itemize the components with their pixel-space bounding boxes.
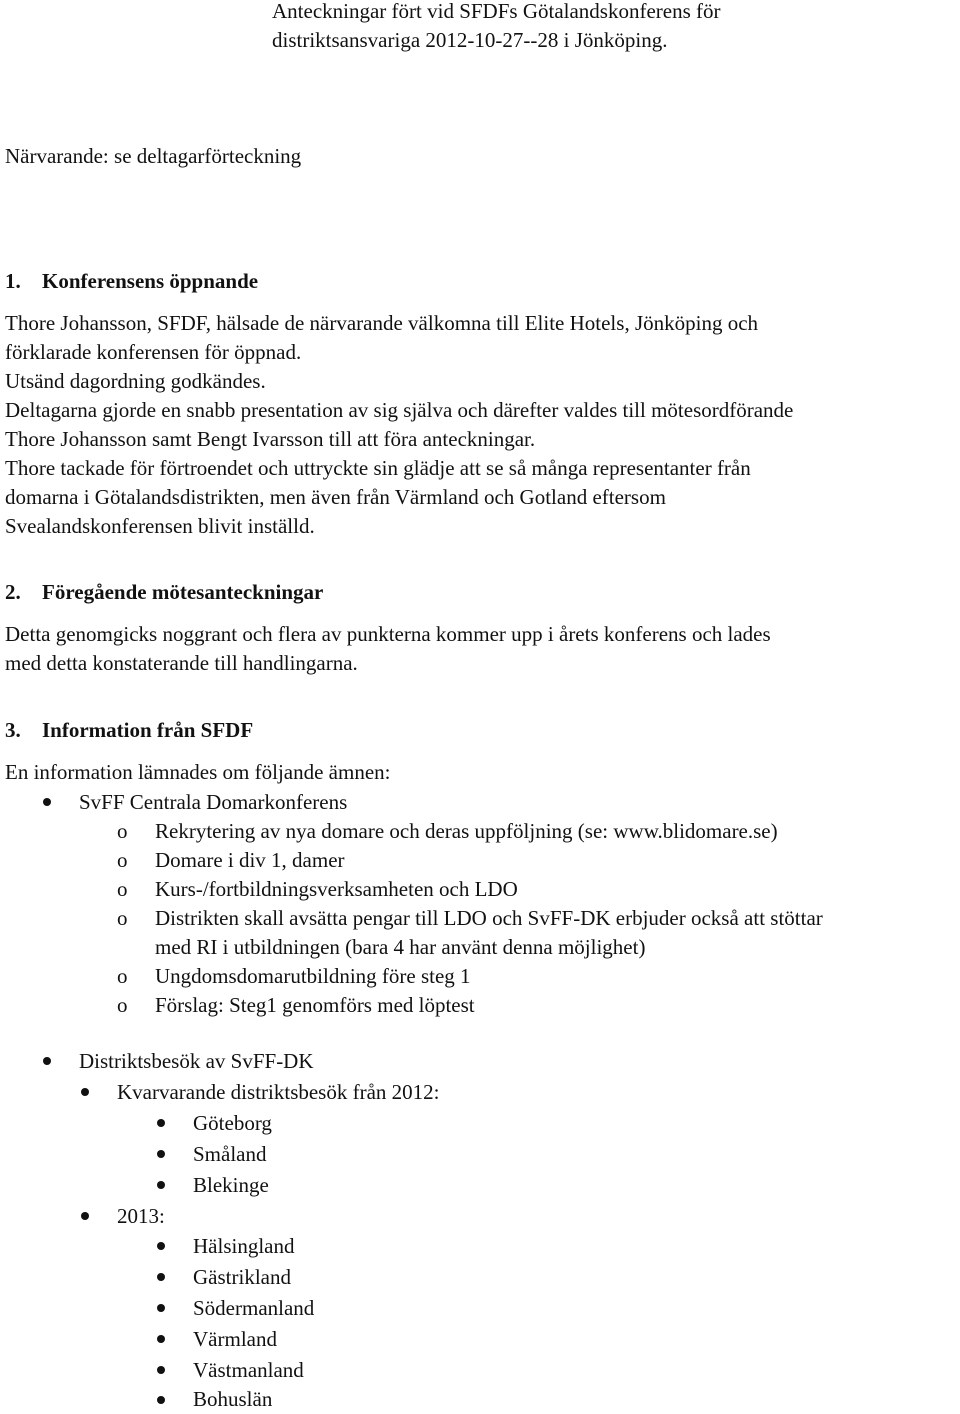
topic-1-subitem: Rekrytering av nya domare och deras uppföljning (se: www.blidomare.se) <box>155 819 778 843</box>
section-1-line: Utsänd dagordning godkändes. <box>5 369 266 393</box>
section-1-heading <box>5 267 258 296</box>
topic-2-label: Distriktsbesök av SvFF-DK <box>79 1049 314 1073</box>
bullet-icon <box>157 1119 165 1127</box>
district-item: Blekinge <box>193 1173 269 1197</box>
district-item: Bohuslän <box>193 1387 273 1411</box>
district-item: Göteborg <box>193 1111 272 1135</box>
bullet-icon <box>157 1396 165 1404</box>
section-1-line: förklarade konferensen för öppnad. <box>5 340 302 364</box>
section-2-title: Föregående mötesanteckningar <box>42 580 324 604</box>
section-1-number: 1. <box>5 269 21 293</box>
topic-1-subitem: Distrikten skall avsätta pengar till LDO och SvFF-DK erbjuder också att stöttar <box>155 906 823 930</box>
district-item: Värmland <box>193 1327 277 1351</box>
bullet-icon <box>157 1273 165 1281</box>
bullet-icon <box>157 1150 165 1158</box>
bullet-icon <box>157 1242 165 1250</box>
section-1-title: Konferensens öppnande <box>42 269 259 293</box>
bullet-icon <box>81 1212 89 1220</box>
year-label: 2013: <box>117 1204 165 1228</box>
topic-1-subitem: Ungdomsdomarutbildning före steg 1 <box>155 964 471 988</box>
bullet-icon <box>43 1057 51 1065</box>
section-3-number: 3. <box>5 718 21 742</box>
section-1-line: Thore Johansson, SFDF, hälsade de närvarande välkomna till Elite Hotels, Jönköping och <box>5 311 759 335</box>
circle-bullet-icon: o <box>117 819 128 843</box>
circle-bullet-icon: o <box>117 877 128 901</box>
topic-1-subitem: Kurs-/fortbildningsverksamheten och LDO <box>155 877 518 901</box>
section-3-title: Information från SFDF <box>42 718 254 742</box>
bullet-icon <box>157 1335 165 1343</box>
section-2-heading <box>5 578 323 607</box>
section-2-line: Detta genomgicks noggrant och flera av punkterna kommer upp i årets konferens och lades <box>5 622 771 646</box>
circle-bullet-icon: o <box>117 906 128 930</box>
title-line-2: distriktsansvariga 2012-10-27--28 i Jönköping. <box>272 28 668 52</box>
district-item: Småland <box>193 1142 267 1166</box>
attendance-line: Närvarande: se deltagarförteckning <box>5 144 302 168</box>
section-1-line: Deltagarna gjorde en snabb presentation av sig själva och därefter valdes till mötesordförande <box>5 398 794 422</box>
topic-1-subitem: Domare i div 1, damer <box>155 848 345 872</box>
bullet-icon <box>157 1304 165 1312</box>
topic-1-subitem-continuation: med RI i utbildningen (bara 4 har använt denna möjlighet) <box>155 935 646 959</box>
topic-1-subitem: Förslag: Steg1 genomförs med löptest <box>155 993 475 1017</box>
circle-bullet-icon: o <box>117 848 128 872</box>
title-line-1: Anteckningar fört vid SFDFs Götalandskonferens för <box>272 0 721 23</box>
section-3-heading <box>5 716 253 745</box>
district-item: Västmanland <box>193 1358 304 1382</box>
remaining-visits-label: Kvarvarande distriktsbesök från 2012: <box>117 1080 440 1104</box>
bullet-icon <box>81 1088 89 1096</box>
section-2-line: med detta konstaterande till handlingarna. <box>5 651 358 675</box>
section-2-number: 2. <box>5 580 21 604</box>
circle-bullet-icon: o <box>117 993 128 1017</box>
district-item: Gästrikland <box>193 1265 291 1289</box>
section-1-line: domarna i Götalandsdistrikten, men även från Värmland och Gotland eftersom <box>5 485 666 509</box>
document-title <box>272 0 932 55</box>
circle-bullet-icon: o <box>117 964 128 988</box>
section-1-line: Thore tackade för förtroendet och uttryckte sin glädje att se så många representanter från <box>5 456 751 480</box>
section-3-line: En information lämnades om följande ämnen: <box>5 760 391 784</box>
section-1-line: Thore Johansson samt Bengt Ivarsson till att föra anteckningar. <box>5 427 536 451</box>
district-item: Hälsingland <box>193 1234 295 1258</box>
bullet-icon <box>157 1181 165 1189</box>
bullet-icon <box>157 1366 165 1374</box>
section-1-line: Svealandskonferensen blivit inställd. <box>5 514 315 538</box>
bullet-icon <box>43 798 51 806</box>
district-item: Södermanland <box>193 1296 315 1320</box>
topic-1-label: SvFF Centrala Domarkonferens <box>79 790 348 814</box>
